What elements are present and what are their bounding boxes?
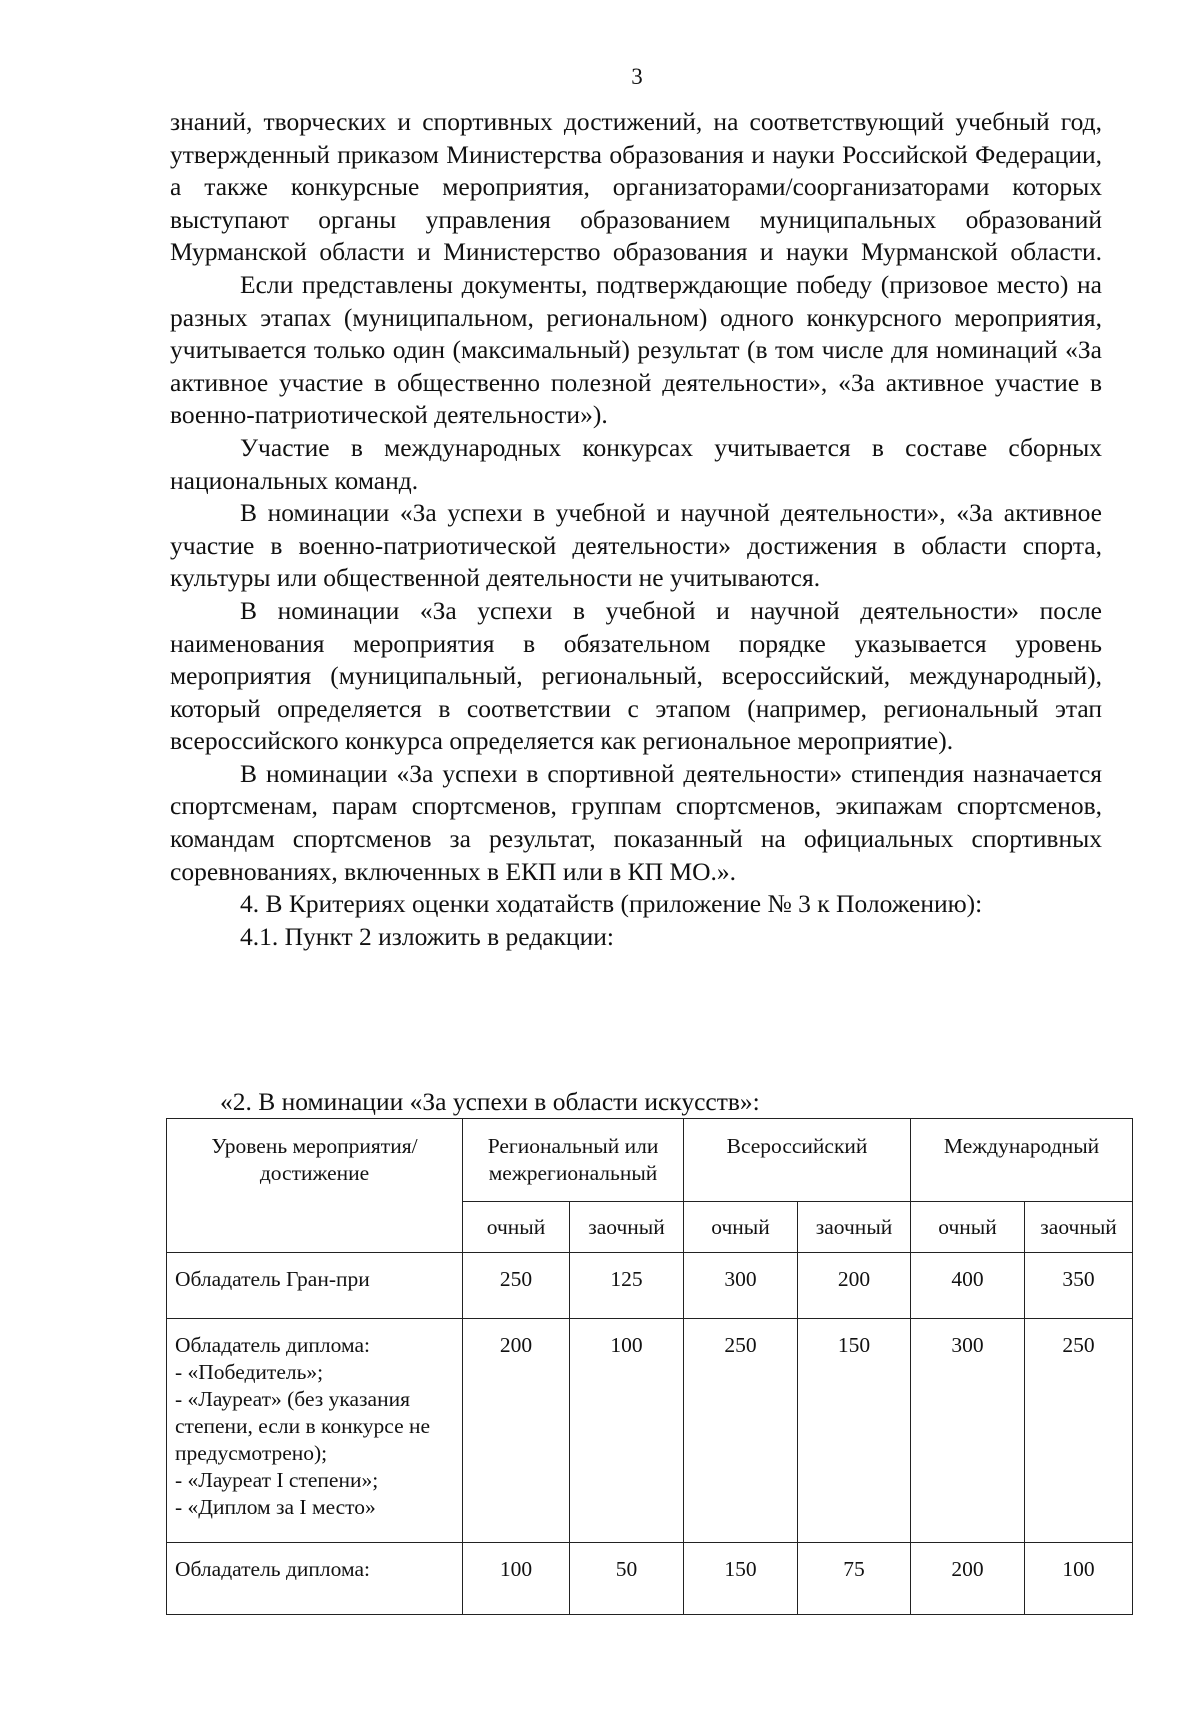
table-row — [167, 1543, 1133, 1615]
table-cell: 150 — [798, 1319, 911, 1543]
table-header-row — [167, 1119, 1133, 1202]
table-cell: 75 — [798, 1543, 911, 1615]
table-row — [167, 1253, 1133, 1319]
table-cell: 350 — [1025, 1253, 1133, 1319]
row-label-line: Обладатель Гран-при — [175, 1267, 370, 1291]
header-mode: очный — [684, 1202, 798, 1253]
table-cell: 200 — [911, 1543, 1025, 1615]
header-mode: очный — [911, 1202, 1025, 1253]
table-row — [167, 1319, 1133, 1543]
header-level: Уровень мероприятия/ достижение — [167, 1119, 463, 1253]
table-cell: 200 — [798, 1253, 911, 1319]
criteria-table — [166, 1118, 1133, 1615]
paragraph: В номинации «За успехи в учебной и научной деятельности» после наименования мероприятия в обязательном порядке указывается уровень мероприятия (муниципальный, региональный, всероссийский, международный), который определяется в соответствии с этапом (например, региональный этап всероссийского конкурса определяется как региональное мероприятие). — [170, 595, 1102, 756]
paragraph: В номинации «За успехи в спортивной деятельности» стипендия назначается спортсменам, парам спортсменов, группам спортсменов, экипажам спортсменов, командам спортсменов за результат, показанный на официальных спортивных соревнованиях, включенных в ЕКП или в КП МО.». — [170, 758, 1102, 886]
header-group-international: Международный — [911, 1119, 1133, 1202]
table-cell: 200 — [463, 1319, 570, 1543]
header-mode: заочный — [798, 1202, 911, 1253]
paragraph: Участие в международных конкурсах учитывается в составе сборных национальных команд. — [170, 432, 1102, 495]
header-group-regional: Региональный или межрегиональный — [463, 1119, 684, 1202]
row-label-line: - «Лауреат I степени»; — [175, 1468, 379, 1492]
table-cell: 250 — [684, 1319, 798, 1543]
row-label-line: Обладатель диплома: — [175, 1333, 370, 1357]
paragraph: В номинации «За успехи в учебной и научной деятельности», «За активное участие в военно-патриотической деятельности» достижения в области спорта, культуры или общественной деятельности не учитываются. — [170, 498, 1102, 593]
row-label — [167, 1319, 463, 1543]
header-mode: очный — [463, 1202, 570, 1253]
row-label — [167, 1253, 463, 1319]
body-text — [170, 106, 1102, 953]
header-group-national: Всероссийский — [684, 1119, 911, 1202]
paragraph-continuation: знаний, творческих и спортивных достижений, на соответствующий учебный год, утвержденный приказом Министерства образования и науки Российской Федерации, а также конкурсные мероприятия, организаторами/соорганизаторами которых выступают органы управления образованием муниципальных образований Мурманской области и Министерство образования и науки Мурманской области. — [170, 107, 1102, 267]
row-label-line: - «Диплом за I место» — [175, 1495, 376, 1519]
paragraph-item-4-1: 4.1. Пункт 2 изложить в редакции: — [240, 921, 614, 951]
row-label-line: - «Лауреат» (без указания степени, если в конкурсе не предусмотрено); — [175, 1387, 431, 1465]
header-mode: заочный — [570, 1202, 684, 1253]
table-cell: 300 — [684, 1253, 798, 1319]
table-cell: 100 — [1025, 1543, 1133, 1615]
paragraph-item-4: 4. В Критериях оценки ходатайств (приложение № 3 к Положению): — [240, 889, 983, 919]
table-cell: 250 — [1025, 1319, 1133, 1543]
table-cell: 400 — [911, 1253, 1025, 1319]
paragraph: Если представлены документы, подтверждающие победу (призовое место) на разных этапах (муниципальном, региональном) одного конкурсного мероприятия, учитывается только один (максимальный) результат (в том числе для номинаций «За активное участие в общественно полезной деятельности», «За активное участие в военно-патриотической деятельности»). — [170, 269, 1102, 430]
table-cell: 100 — [570, 1319, 684, 1543]
page-number: 3 — [631, 64, 643, 89]
row-label-line: Обладатель диплома: — [175, 1557, 370, 1581]
table-cell: 50 — [570, 1543, 684, 1615]
table-cell: 150 — [684, 1543, 798, 1615]
table-caption: «2. В номинации «За успехи в области искусств»: — [220, 1087, 760, 1116]
table-cell: 100 — [463, 1543, 570, 1615]
row-label-line: - «Победитель»; — [175, 1360, 324, 1384]
row-label — [167, 1543, 463, 1615]
table-cell: 125 — [570, 1253, 684, 1319]
table-cell: 250 — [463, 1253, 570, 1319]
header-mode: заочный — [1025, 1202, 1133, 1253]
table-cell: 300 — [911, 1319, 1025, 1543]
